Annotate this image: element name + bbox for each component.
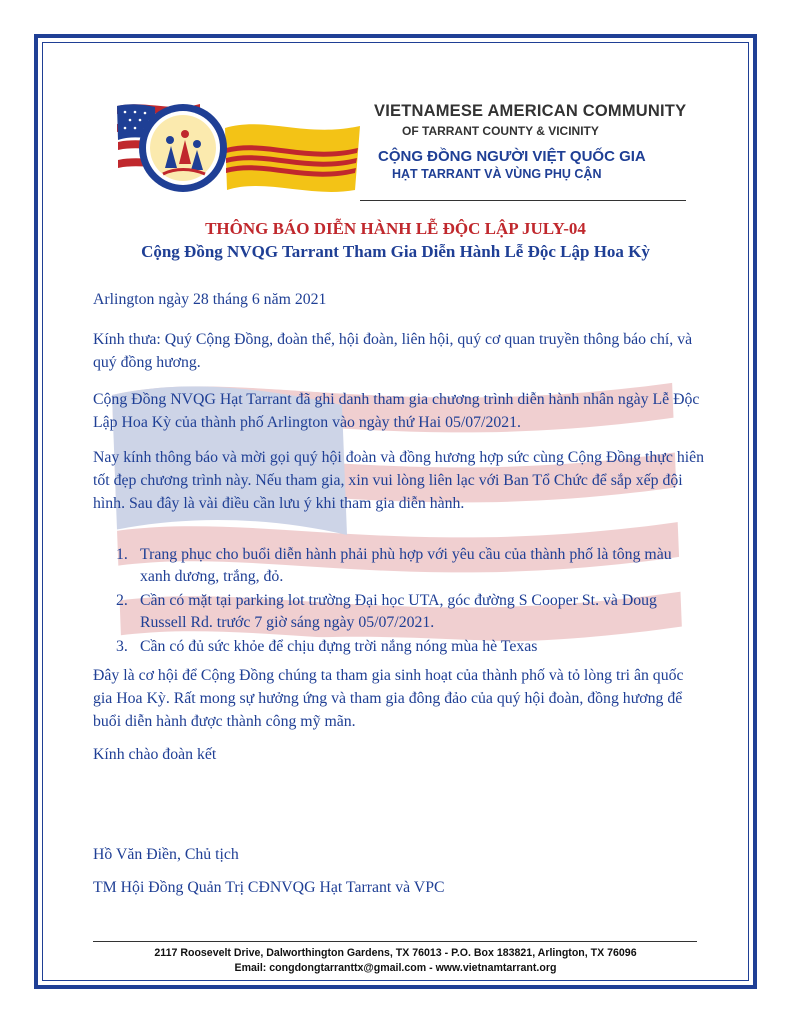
- organization-header: [374, 102, 694, 181]
- paragraph-registration: Cộng Đồng NVQG Hạt Tarrant đã ghi danh tham gia chương trình diễn hành nhân ngày Lễ Độc Lập Hoa Kỳ của thành phố Arlington vào ngày thứ Hai 05/07/2021.: [93, 391, 700, 431]
- signer-organization: TM Hội Đồng Quản Trị CĐNVQG Hạt Tarrant và VPC: [93, 879, 445, 896]
- letter-greeting: Kính thưa: Quý Cộng Đồng, đoàn thể, hội đoàn, liên hội, quý cơ quan truyền thông báo chí, và quý đồng hương.: [93, 331, 693, 371]
- list-item-number: 1.: [116, 546, 128, 563]
- list-item-text: Cần có đủ sức khỏe để chịu đựng trời nắng nóng mùa hè Texas: [140, 638, 538, 655]
- letter-date: Arlington ngày 28 tháng 6 năm 2021: [93, 291, 327, 308]
- list-item-text: Cần có mặt tại parking lot trường Đại học UTA, góc đường S Cooper St. và Doug Russell Rd. trước 7 giờ sáng ngày 05/07/2021.: [140, 592, 657, 631]
- community-logo: [115, 98, 365, 198]
- list-item-text: Trang phục cho buổi diễn hành phải phù hợp với yêu cầu của thành phố là tông màu xanh dương, trắng, đỏ.: [140, 546, 672, 585]
- paragraph-appeal: Đây là cơ hội để Cộng Đồng chúng ta tham gia sinh hoạt của thành phố và tỏ lòng tri ân quốc gia Hoa Kỳ. Rất mong sự hưởng ứng và tham gia đông đảo của quý hội đoàn, đồng hương để buổi diễn hành được thành công mỹ mãn.: [93, 667, 684, 730]
- heritage-flag-icon: [225, 124, 360, 192]
- header-divider: [360, 200, 686, 201]
- footer-address: 2117 Roosevelt Drive, Dalworthington Gardens, TX 76013 - P.O. Box 183821, Arlington, TX 76096: [154, 947, 637, 959]
- footer-divider: [93, 941, 697, 942]
- announcement-subtitle: Cộng Đồng NVQG Tarrant Tham Gia Diễn Hành Lễ Độc Lập Hoa Kỳ: [141, 242, 650, 261]
- org-region-en: OF TARRANT COUNTY & VICINITY: [402, 124, 599, 138]
- letter-closing: Kính chào đoàn kết: [93, 746, 217, 763]
- paragraph-invitation: Nay kính thông báo và mời gọi quý hội đoàn và đồng hương hợp sức cùng Cộng Đồng thực hiên tốt đẹp chương trình này. Nếu tham gia, xin vui lòng liên lạc với Ban Tổ Chức để sắp xếp đội hình. Sau đây là vài điều cần lưu ý khi tham gia diễn hành.: [93, 449, 705, 512]
- org-name-en: VIETNAMESE AMERICAN COMMUNITY: [374, 102, 687, 120]
- org-name-vn: CỘNG ĐỒNG NGƯỜI VIỆT QUỐC GIA: [378, 148, 646, 165]
- notes-list: [116, 544, 706, 660]
- announcement-title: THÔNG BÁO DIỄN HÀNH LỄ ĐỘC LẬP JULY-04: [205, 219, 586, 238]
- list-item-number: 3.: [116, 638, 128, 655]
- org-region-vn: HẠT TARRANT VÀ VÙNG PHỤ CẬN: [392, 167, 602, 181]
- list-item-number: 2.: [116, 592, 128, 609]
- footer-contact: Email: congdongtarranttx@gmail.com - www.vietnamtarrant.org: [234, 962, 557, 974]
- list-item: [116, 636, 706, 658]
- list-item: [116, 544, 706, 588]
- seal-icon: [139, 104, 227, 192]
- signer-name: Hồ Văn Điền, Chủ tịch: [93, 846, 239, 863]
- list-item: [116, 590, 706, 634]
